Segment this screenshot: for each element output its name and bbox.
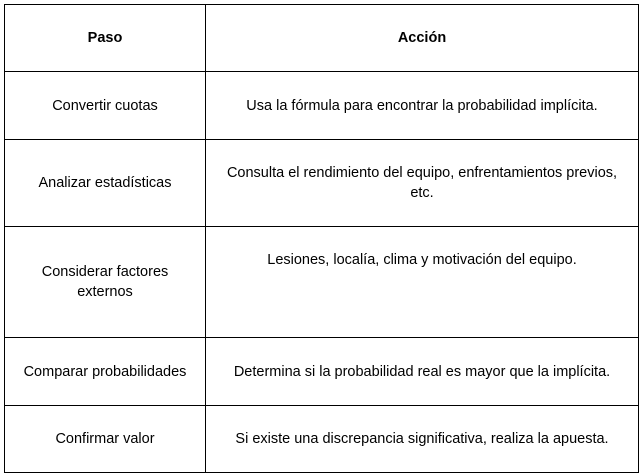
steps-table (4, 4, 639, 473)
table-header-row (5, 5, 639, 72)
table-row (5, 140, 639, 227)
step-cell: Considerar factores externos (5, 227, 206, 338)
action-cell: Usa la fórmula para encontrar la probabilidad implícita. (206, 72, 639, 140)
step-cell: Comparar probabilidades (5, 338, 206, 406)
step-cell: Convertir cuotas (5, 72, 206, 140)
action-cell: Si existe una discrepancia significativa, realiza la apuesta. (206, 406, 639, 473)
action-cell: Consulta el rendimiento del equipo, enfrentamientos previos, etc. (206, 140, 639, 227)
step-cell: Analizar estadísticas (5, 140, 206, 227)
table-row (5, 406, 639, 473)
table-row (5, 338, 639, 406)
steps-table-container (4, 4, 639, 473)
step-cell: Confirmar valor (5, 406, 206, 473)
table-row (5, 72, 639, 140)
action-cell: Determina si la probabilidad real es mayor que la implícita. (206, 338, 639, 406)
column-header-step: Paso (5, 5, 206, 72)
action-cell: Lesiones, localía, clima y motivación del equipo. (206, 227, 639, 338)
table-row (5, 227, 639, 338)
column-header-action: Acción (206, 5, 639, 72)
